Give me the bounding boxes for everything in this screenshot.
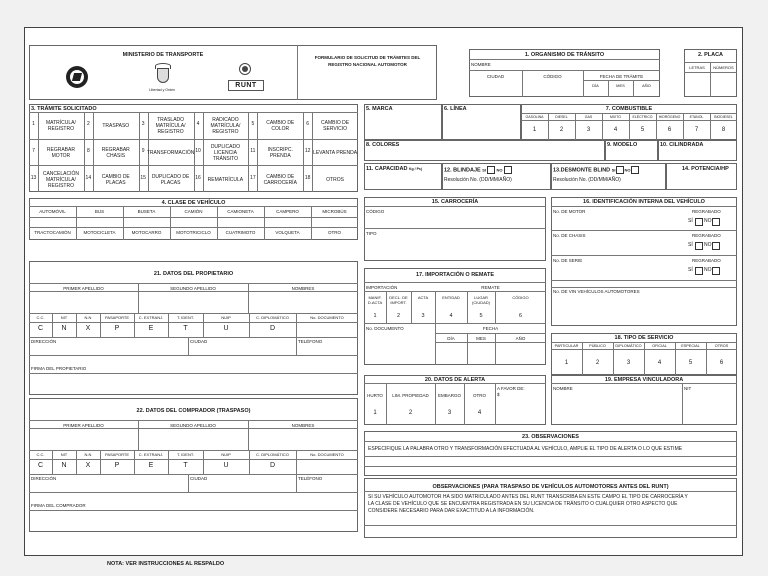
tramite-number: 8	[86, 148, 90, 154]
propietario-doc-type-option[interactable]: D	[269, 325, 276, 332]
importacion-column-label: ENTIDAD	[442, 295, 460, 300]
organismo-ciudad-label: CIUDAD	[486, 74, 505, 79]
propietario-doc-type-option[interactable]: C	[37, 325, 44, 332]
obs-traspaso-line3: CONSIDERE NECESARIO PARA DAR EXACTITUD A LA INFORMACIÓN.	[368, 508, 535, 514]
tramite-option-13[interactable]: CANCELACIÓN MATRÍCULA/ REGISTRO	[42, 170, 79, 189]
comprador-segundo-apellido-label: SEGUNDO APELLIDO	[170, 423, 216, 428]
tramite-number: 18	[304, 174, 311, 181]
combustible-option[interactable]: 8	[721, 127, 726, 133]
regrabado-label: REGRABADO	[692, 209, 721, 214]
clase-option[interactable]: CUATRIMOTO	[225, 230, 256, 235]
propietario-ciudad-label: CIUDAD	[190, 339, 208, 344]
combustible-label: GAS	[584, 115, 593, 119]
clase-option[interactable]: BUSETA	[137, 209, 156, 214]
regrabado-si-checkbox[interactable]	[695, 242, 703, 250]
comprador-telefono-label: TELÉFONO	[298, 476, 323, 481]
comprador-doc-type-option[interactable]: T	[183, 462, 188, 469]
clase-option[interactable]: MICROBÚS	[322, 209, 347, 214]
grid-divider	[29, 492, 358, 493]
importacion-column-label: CÓDIGO	[512, 295, 529, 300]
combustible-option[interactable]: 2	[559, 127, 564, 133]
propietario-doc-type-label: C.C.	[36, 315, 45, 320]
grid-divider	[551, 287, 737, 288]
desmonte-title: 13.DESMONTE BLIND SI NO	[553, 166, 639, 174]
comprador-doc-type-option[interactable]: C	[37, 462, 44, 469]
grid-divider	[551, 280, 737, 281]
regrabado-no-label: NO	[704, 218, 712, 224]
propietario-doc-type-label: T. IDENT.	[177, 315, 194, 320]
obs-traspaso-line2: LA CLASE DE VEHÍCULO QUE SE ENCUENTRA REGISTRADA EN SU LICENCIA DE TRÁNSITO O CUALQUIER OTRO ASPECTO QUE	[368, 501, 678, 507]
combustible-option[interactable]: 3	[586, 127, 591, 133]
comprador-direccion-label: DIRECCIÓN	[31, 476, 57, 481]
comprador-doc-type-option[interactable]: P	[114, 462, 120, 469]
clase-option[interactable]: VOLQUETA	[275, 230, 300, 235]
servicio-label: ESPECIAL	[681, 344, 700, 348]
propietario-segundo-apellido-label: SEGUNDO APELLIDO	[170, 286, 216, 291]
grid-divider	[29, 291, 358, 292]
grid-divider	[296, 474, 297, 492]
combustible-label: HIDRÓGENO	[658, 115, 681, 119]
grid-divider	[464, 383, 465, 425]
empresa-nit-label: NIT	[684, 386, 692, 391]
tramite-number: 11	[250, 148, 256, 154]
comprador-doc-type-label: NUIP	[221, 452, 231, 457]
propietario-direccion-label: DIRECCIÓN	[31, 339, 57, 344]
propietario-doc-type-option[interactable]: E	[148, 325, 154, 332]
comprador-doc-type-label: N.N	[84, 452, 92, 457]
tramite-number: 12	[304, 148, 311, 154]
servicio-label: PÚBLICO	[589, 344, 606, 348]
alerta-label: LIM. PROPIEDAD	[392, 393, 429, 398]
comprador-nombres-label: NOMBRES	[291, 423, 315, 428]
carroceria-codigo-label: CÓDIGO	[366, 209, 385, 214]
propietario-doc-type-option[interactable]: T	[183, 325, 188, 332]
grid-divider	[296, 337, 297, 355]
alerta-option[interactable]: 3	[447, 410, 452, 416]
combustible-label: GASOLINA	[525, 115, 544, 119]
clase-option[interactable]: CAMIONETA	[227, 209, 254, 214]
clase-option[interactable]: MOTOCARRO	[131, 230, 162, 235]
propietario-doc-type-label: C. EXTRANJ.	[138, 315, 164, 320]
marca-title: 5. MARCA	[366, 106, 393, 112]
clase-option[interactable]: CAMIÓN	[184, 209, 203, 214]
regrabado-si-checkbox[interactable]	[695, 218, 703, 226]
alerta-label: HURTO	[367, 393, 383, 398]
tramite-number: 15	[140, 174, 146, 181]
combustible-option[interactable]: 6	[667, 127, 672, 133]
regrabado-si-checkbox[interactable]	[695, 267, 703, 275]
combustible-label: ELÉCTRICO	[632, 115, 653, 119]
tramite-option-1[interactable]: MATRÍCULA/ REGISTRO	[45, 120, 76, 133]
alerta-option[interactable]: 2	[408, 410, 413, 416]
comprador-doc-type-option[interactable]: N	[61, 462, 67, 469]
alerta-option[interactable]: 1	[373, 410, 377, 416]
combustible-label: BIODIESEL	[714, 115, 733, 119]
propietario-title: 21. DATOS DEL PROPIETARIO	[153, 271, 234, 277]
form-title-line1: FORMULARIO DE SOLICITUD DE TRÁMITES DEL	[314, 55, 421, 60]
grid-divider	[435, 383, 436, 425]
blindaje-si-checkbox[interactable]	[487, 166, 495, 174]
carroceria-tipo-label: TIPO	[366, 231, 377, 236]
combustible-label: MIXTO	[609, 115, 622, 119]
linea-title: 6. LÍNEA	[444, 106, 467, 112]
grid-divider	[551, 206, 737, 207]
importacion-option[interactable]: 4	[449, 313, 453, 319]
tramite-option-17[interactable]: CAMBIO DE CARROCERÍA	[263, 173, 297, 186]
combustible-label: ETANOL	[689, 115, 704, 119]
clase-option[interactable]: TRACTOCAMIÓN	[34, 230, 71, 235]
ident-motor-label: No. DE MOTOR	[553, 209, 586, 214]
colombia-coat-of-arms-icon	[153, 63, 171, 83]
obs-traspaso-line1: SI SU VEHÍCULO AUTOMOTOR HA SIDO MATRICULADO ANTES DEL RUNT TRANSCRIBA EN ESTE CAMPO EL TIPO DE CARROCERÍA Y	[368, 494, 688, 500]
propietario-nombres-label: NOMBRES	[291, 286, 315, 291]
ministry-logo-icon	[66, 66, 88, 88]
ministry-title: MINISTERIO DE TRANSPORTE	[122, 52, 204, 58]
comprador-doc-type-label: C. DIPLOMÁTICO	[256, 452, 289, 457]
propietario-primer-apellido-label: PRIMER APELLIDO	[63, 286, 104, 291]
clase-option[interactable]: BUS	[94, 209, 105, 214]
placa-title: 2. PLACA	[697, 52, 724, 58]
regrabado-no-label: NO	[704, 267, 712, 273]
grid-divider	[29, 459, 358, 460]
comprador-doc-type-option[interactable]: E	[148, 462, 154, 469]
tramite-option-16[interactable]: REMATRÍCULA	[207, 176, 244, 183]
tramite-option-14[interactable]: CAMBIO DE PLACAS	[101, 173, 130, 186]
propietario-doc-type-label: PASAPORTE	[104, 315, 130, 320]
alerta-label: OTRO	[473, 393, 486, 398]
grid-divider	[29, 373, 358, 374]
regrabado-si-label: SÍ	[688, 218, 693, 224]
empresa-nombre-label: NOMBRE	[553, 386, 573, 391]
tramite-number: 1	[32, 121, 35, 128]
propietario-telefono-label: TELÉFONO	[298, 339, 323, 344]
clase-option[interactable]: MOTOCICLETA	[83, 230, 116, 235]
grid-divider	[29, 474, 358, 475]
desmonte-resolucion-label: Resolución No. (DD/MM/AÑO)	[553, 177, 621, 183]
importacion-dia-label: DÍA	[447, 336, 455, 341]
propietario-doc-type-option[interactable]: U	[223, 325, 229, 332]
grid-divider	[29, 322, 358, 323]
importacion-fecha-label: FECHA	[482, 326, 499, 331]
colores-title: 8. COLORES	[366, 142, 400, 148]
comprador-doc-type-label: PASAPORTE	[104, 452, 130, 457]
importacion-ano-label: AÑO	[515, 336, 526, 341]
colores-box	[364, 140, 605, 161]
comprador-doc-type-option[interactable]: D	[269, 462, 276, 469]
comprador-doc-type-label: C.C.	[36, 452, 45, 457]
comprador-title: 22. DATOS DEL COMPRADOR (TRASPASO)	[136, 408, 251, 414]
fecha-ano-label: AÑO	[642, 83, 651, 88]
empresa-title: 19. EMPRESA VINCULADORA	[604, 377, 684, 383]
blindaje-resolucion-label: Resolución No. (DD/MM/AÑO)	[444, 177, 512, 183]
regrabado-no-label: NO	[704, 242, 712, 248]
tramite-number: 3	[141, 121, 145, 128]
tramite-option-18[interactable]: OTROS	[326, 176, 344, 183]
clase-option[interactable]: AUTOMÓVIL	[39, 209, 66, 214]
combustible-option[interactable]: 7	[694, 127, 699, 133]
grid-divider	[29, 428, 358, 429]
grid-divider	[29, 420, 358, 421]
tramite-number: 17	[250, 174, 256, 181]
nota-instrucciones: NOTA: VER INSTRUCCIONES AL RESPALDO	[107, 561, 225, 567]
servicio-option[interactable]: 5	[688, 360, 693, 366]
grid-divider	[248, 283, 249, 313]
servicio-option[interactable]: 2	[595, 360, 600, 366]
comprador-primer-apellido-label: PRIMER APELLIDO	[63, 423, 104, 428]
blindaje-title: 12. BLINDAJE SI NO	[444, 166, 512, 174]
propietario-firma-label: FIRMA DEL PROPIETARIO	[31, 366, 87, 371]
alerta-favor-symbol: $	[497, 392, 500, 397]
importacion-option[interactable]: 1	[373, 313, 377, 319]
tramite-number: 2	[86, 121, 90, 128]
tramite-option-9[interactable]: TRANSFORMACIÓN	[146, 149, 195, 156]
organismo-title: 1. ORGANISMO DE TRÁNSITO	[524, 52, 605, 58]
grid-divider	[29, 283, 358, 284]
tramite-option-15[interactable]: DUPLICADO DE PLACAS	[151, 173, 190, 186]
tramite-number: 7	[32, 148, 35, 154]
alerta-title: 20. DATOS DE ALERTA	[424, 377, 486, 383]
fecha-mes-label: MES	[616, 83, 625, 88]
tramite-title: 3. TRÁMITE SOLICITADO	[31, 106, 97, 112]
regrabado-no-checkbox[interactable]	[712, 242, 720, 250]
regrabado-label: REGRABADO	[692, 233, 721, 238]
tramite-number: 4	[196, 121, 200, 128]
clase-option[interactable]: MOTOTRICICLO	[176, 230, 211, 235]
tramite-option-12[interactable]: LEVANTA PRENDA	[313, 149, 358, 156]
clase-vehiculo-title: 4. CLASE DE VEHÍCULO	[161, 200, 226, 206]
ident-serie-label: No. DE SERIE	[553, 258, 583, 263]
comprador-ciudad-label: CIUDAD	[190, 476, 208, 481]
fecha-dia-label: DÍA	[592, 83, 599, 88]
tramite-option-5[interactable]: CAMBIO DE COLOR	[266, 120, 295, 133]
regrabado-si-label: SÍ	[688, 242, 693, 248]
propietario-doc-type-label: N.N	[84, 315, 92, 320]
combustible-option[interactable]: 5	[640, 127, 645, 133]
importacion-documento-label: No. DOCUMENTO	[366, 326, 404, 331]
combustible-option[interactable]: 4	[613, 127, 618, 133]
servicio-option[interactable]: 3	[626, 360, 631, 366]
importacion-option[interactable]: 3	[421, 313, 425, 319]
blindaje-no-checkbox[interactable]	[504, 166, 512, 174]
propietario-doc-type-option[interactable]: P	[114, 325, 120, 332]
importacion-column-label: LUGAR (CIUDAD)	[472, 295, 490, 305]
servicio-label: OTROS	[714, 344, 729, 348]
propietario-doc-type-label: C. DIPLOMÁTICO	[256, 315, 289, 320]
importacion-column-label: DECL. DE IMPORT.	[389, 295, 408, 305]
grid-divider	[551, 255, 737, 256]
fecha-tramite-label: FECHA DE TRÁMITE	[599, 74, 644, 79]
regrabado-label: REGRABADO	[692, 258, 721, 263]
libertad-y-orden-label: Libertad y Orden	[148, 88, 176, 92]
comprador-doc-type-option[interactable]: U	[223, 462, 229, 469]
comprador-doc-type-label: No. DOCUMENTO	[310, 452, 344, 457]
form-title-line2: REGISTRO NACIONAL AUTOMOTOR	[328, 62, 407, 67]
importacion-column-label: ACTA	[417, 295, 429, 300]
observaciones-title: 23. OBSERVACIONES	[522, 434, 579, 440]
alerta-label: EMBARGO	[437, 393, 461, 398]
runt-logo-text: RUNT	[228, 80, 264, 91]
importacion-option[interactable]: 2	[396, 313, 401, 319]
combustible-title: 7. COMBUSTIBLE	[605, 106, 653, 112]
grid-divider	[188, 337, 189, 355]
comprador-doc-type-label: NIT	[60, 452, 68, 457]
desmonte-no-checkbox[interactable]	[631, 166, 639, 174]
regrabado-no-checkbox[interactable]	[712, 218, 720, 226]
tramite-number: 6	[306, 121, 310, 128]
tipo-servicio-title: 18. TIPO DE SERVICIO	[614, 335, 674, 341]
tramite-option-11[interactable]: INSCRIPC. PRENDA	[267, 146, 293, 159]
tramite-option-7[interactable]: REGRABAR MOTOR	[46, 146, 75, 159]
tramite-option-2[interactable]: TRASPASO	[102, 123, 130, 130]
modelo-title: 9. MODELO	[607, 142, 638, 148]
servicio-option[interactable]: 6	[719, 360, 724, 366]
tramite-option-3[interactable]: TRASLADO MATRÍCULA/ REGISTRO	[155, 117, 186, 136]
grid-divider	[495, 383, 496, 425]
grid-divider	[188, 474, 189, 492]
comprador-firma-label: FIRMA DEL COMPRADOR	[31, 503, 86, 508]
clase-option[interactable]: CAMPERO	[276, 209, 299, 214]
combustible-label: DIESEL	[555, 115, 568, 119]
grid-divider	[29, 450, 358, 451]
propietario-doc-type-label: No. DOCUMENTO	[310, 315, 344, 320]
tramite-option-6[interactable]: CAMBIO DE SERVICIO	[321, 120, 350, 133]
importacion-label: IMPORTACIÓN	[366, 285, 398, 290]
grid-divider	[551, 230, 737, 231]
carroceria-title: 15. CARROCERÍA	[431, 199, 479, 205]
tramite-option-4[interactable]: RADICADO MATRÍCULA/ REGISTRO	[210, 117, 241, 136]
cilindrada-title: 10. CILINDRADA	[660, 142, 704, 148]
importacion-option[interactable]: 5	[479, 313, 483, 319]
tramite-number: 10	[195, 148, 201, 154]
propietario-doc-type-option[interactable]: N	[61, 325, 67, 332]
propietario-doc-type-label: NIT	[60, 315, 68, 320]
grid-divider	[138, 283, 139, 313]
alerta-favor-label: A FAVOR DE:	[497, 386, 525, 391]
alerta-option[interactable]: 4	[477, 410, 482, 416]
combustible-option[interactable]: 1	[532, 127, 537, 133]
comprador-doc-type-option[interactable]: X	[85, 462, 91, 469]
tramite-option-8[interactable]: REGRABAR CHASIS	[101, 146, 130, 159]
remate-label: REMATE	[481, 285, 500, 290]
servicio-label: DIPLOMÁTICO	[615, 344, 642, 348]
capacidad-title: 11. CAPACIDAD Kg / Psj	[366, 166, 422, 172]
observaciones-instruction: ESPECIFIQUE LA PALABRA OTRO Y TRANSFORMACIÓN EFECTUADA AL VEHÍCULO, AMPLIE EL TIPO DE ALERTA O LO QUE ESTIME	[368, 446, 683, 452]
grid-divider	[29, 313, 358, 314]
grid-divider	[29, 355, 358, 356]
servicio-label: PARTICULAR	[554, 344, 579, 348]
grid-divider	[138, 420, 139, 450]
runt-logo-icon	[236, 63, 254, 77]
regrabado-no-checkbox[interactable]	[712, 267, 720, 275]
ident-chasis-label: No. DE CHASIS	[553, 233, 586, 238]
tramite-number: 14	[85, 174, 92, 181]
propietario-doc-type-option[interactable]: X	[85, 325, 91, 332]
regrabado-si-label: SÍ	[688, 267, 693, 273]
placa-numeros-label: NÚMEROS	[713, 65, 734, 70]
comprador-doc-type-label: T. IDENT.	[177, 452, 194, 457]
importacion-option[interactable]: 6	[518, 313, 523, 319]
obs-traspaso-title: OBSERVACIONES (PARA TRASPASO DE VEHÍCULOS AUTOMOTORES ANTES DEL RUNT)	[432, 484, 669, 490]
grid-divider	[248, 420, 249, 450]
servicio-label: OFICIAL	[652, 344, 667, 348]
servicio-option[interactable]: 4	[657, 360, 662, 366]
placa-letras-label: LETRAS	[689, 65, 705, 70]
grid-divider	[29, 337, 358, 338]
tramite-option-10[interactable]: DUPLICADO LICENCIA TRÁNSITO	[210, 143, 240, 162]
importacion-mes-label: MES	[476, 336, 486, 341]
clase-option[interactable]: OTRO	[328, 230, 341, 235]
importacion-title: 17. IMPORTACIÓN O REMATE	[415, 272, 495, 278]
propietario-doc-type-label: NUIP	[221, 315, 231, 320]
comprador-doc-type-label: C. EXTRANJ.	[138, 452, 164, 457]
tramite-number: 9	[141, 148, 145, 154]
identificacion-title: 16. IDENTIFICACIÓN INTERNA DEL VEHÍCULO	[583, 199, 705, 205]
organismo-codigo-label: CÓDIGO	[543, 74, 562, 79]
importacion-column-label: MANIF. D.ACTA	[367, 295, 383, 305]
tramite-number: 13	[30, 174, 37, 181]
tramite-number: 16	[195, 174, 201, 181]
grid-divider	[29, 510, 358, 511]
organismo-nombre-label: NOMBRE	[471, 62, 491, 67]
potencia-title: 14. POTENCIA/HP	[682, 166, 729, 172]
tramite-number: 5	[251, 121, 255, 128]
grid-divider	[386, 383, 387, 425]
ident-vin-label: No. DE VIN VEHÍCULOS AUTOMOTORES	[553, 289, 640, 294]
servicio-option[interactable]: 1	[564, 360, 569, 366]
